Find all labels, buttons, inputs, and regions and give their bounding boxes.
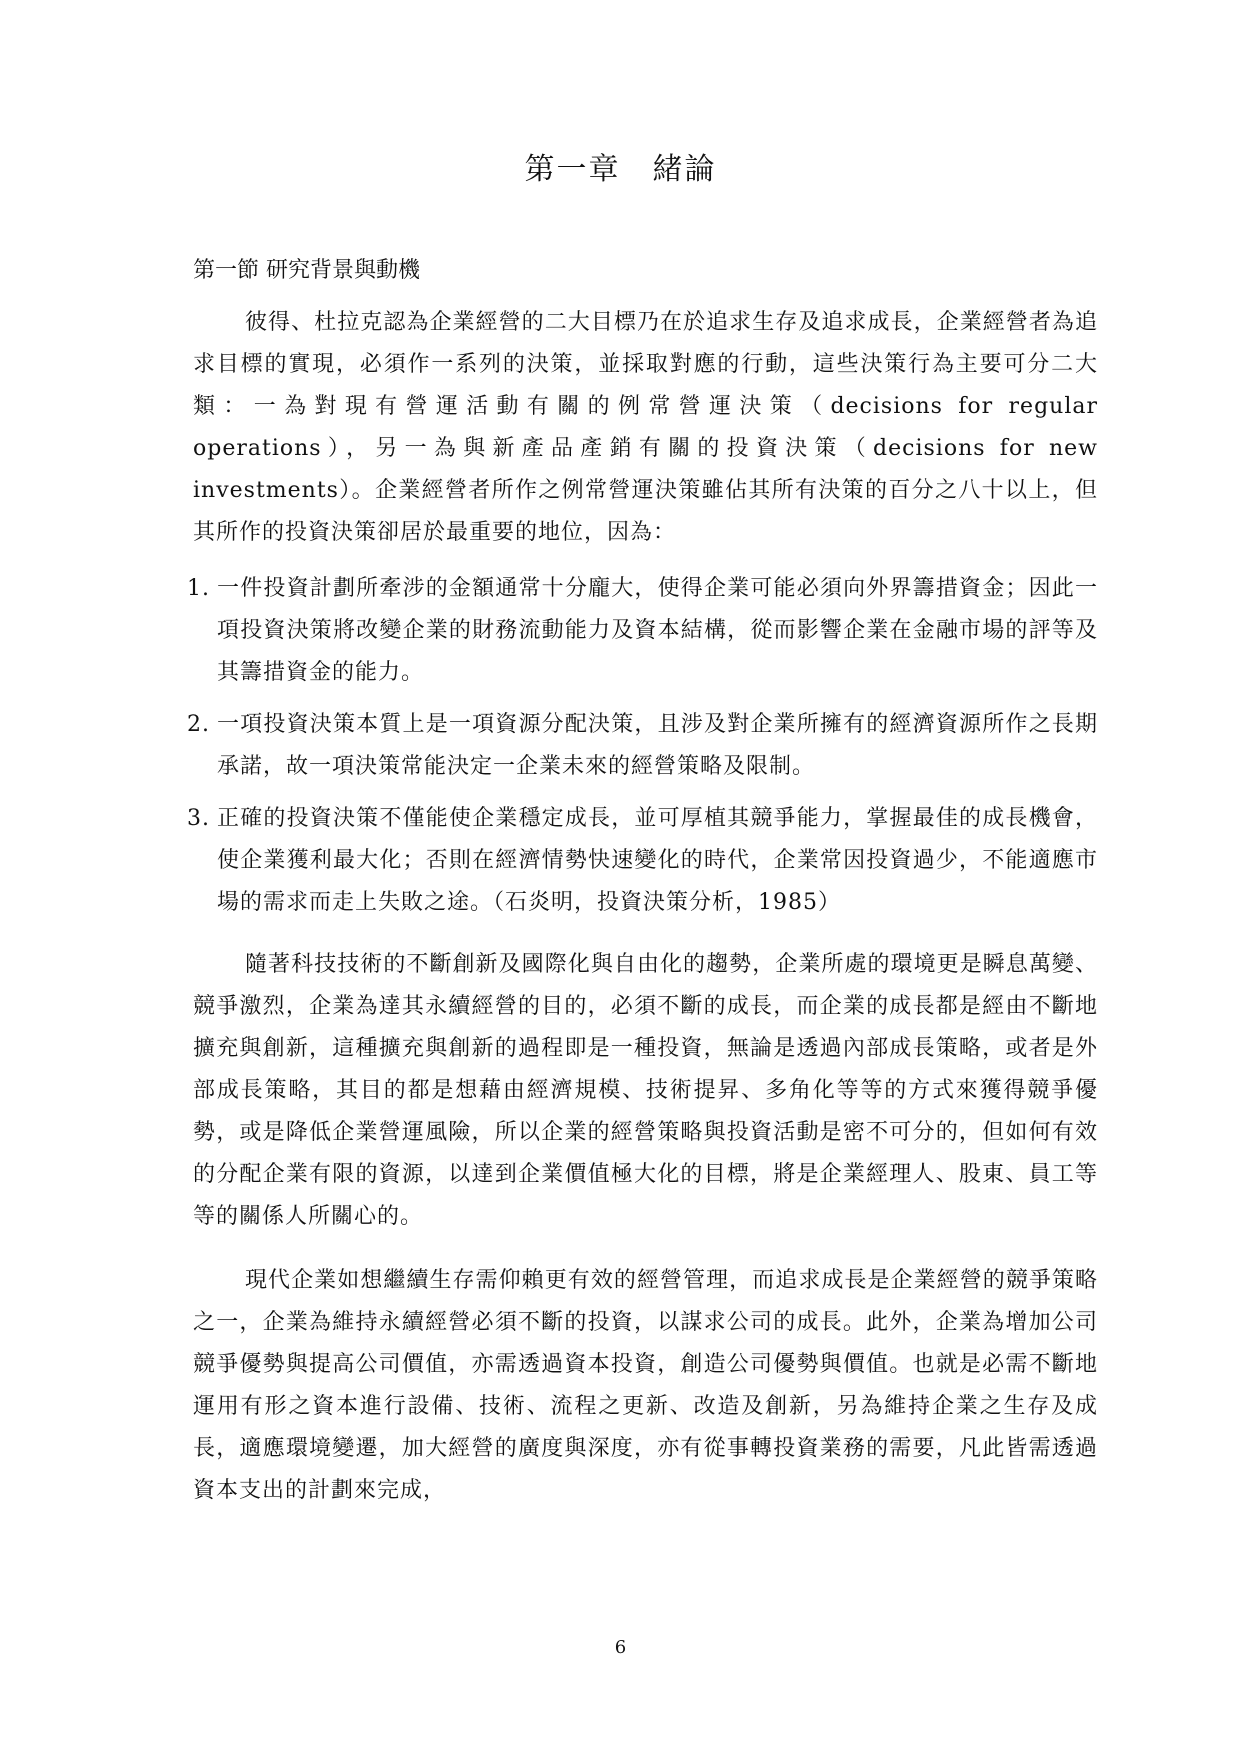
list-item-2: [187, 704, 1098, 788]
list-item-number: 3.: [187, 806, 210, 831]
list-item-text: 正確的投資決策不僅能使企業穩定成長，並可厚植其競爭能力，掌握最佳的成長機會，使企業獲利最大化；否則在經濟情勢快速變化的時代，企業常因投資過少，不能適應市場的需求而走上失敗之途。（石炎明，投資決策分析，1985）: [217, 806, 1098, 915]
paragraph-2: 隨著科技技術的不斷創新及國際化與自由化的趨勢，企業所處的環境更是瞬息萬變、競爭激烈，企業為達其永續經營的目的，必須不斷的成長，而企業的成長都是經由不斷地擴充與創新，這種擴充與創新的過程即是一種投資，無論是透過內部成長策略，或者是外部成長策略，其目的都是想藉由經濟規模、技術提昇、多角化等等的方式來獲得競爭優勢，或是降低企業營運風險，所以企業的經營策略與投資活動是密不可分的，但如何有效的分配企業有限的資源，以達到企業價值極大化的目標，將是企業經理人、股東、員工等等的關係人所關心的。: [193, 952, 1098, 1229]
list-item-text: 一件投資計劃所牽涉的金額通常十分龐大，使得企業可能必須向外界籌措資金；因此一項投資決策將改變企業的財務流動能力及資本結構，從而影響企業在金融市場的評等及其籌措資金的能力。: [217, 576, 1098, 685]
page-body: [187, 250, 1098, 1512]
numbered-list: [187, 568, 1098, 924]
page-number: 6: [614, 1637, 627, 1658]
paragraph-3: 現代企業如想繼續生存需仰賴更有效的經營管理，而追求成長是企業經營的競爭策略之一，企業為維持永續經營必須不斷的投資，以謀求公司的成長。此外，企業為增加公司競爭優勢與提高公司價值，亦需透過資本投資，創造公司優勢與價值。也就是必需不斷地運用有形之資本進行設備、技術、流程之更新、改造及創新，另為維持企業之生存及成長，適應環境變遷，加大經營的廣度與深度，亦有從事轉投資業務的需要，凡此皆需透過資本支出的計劃來完成，: [193, 1268, 1098, 1503]
list-item-3: [187, 798, 1098, 924]
paragraph-1: 彼得、杜拉克認為企業經營的二大目標乃在於追求生存及追求成長，企業經營者為追求目標的實現，必須作一系列的決策，並採取對應的行動，這些決策行為主要可分二大類：一為對現有營運活動有關的例常營運決策（decisions for regular operations），另一為與新產品產銷有關的投資決策（decisions for new investments）。企業經營者所作之例常營運決策雖佔其所有決策的百分之八十以上，但其所作的投資決策卻居於最重要的地位，因為：: [193, 310, 1098, 545]
chapter-title: 第一章 緒論: [524, 152, 717, 187]
list-item-number: 2.: [187, 712, 210, 737]
list-item-number: 1.: [187, 576, 210, 601]
section-heading: 第一節 研究背景與動機: [193, 258, 420, 283]
list-item-text: 一項投資決策本質上是一項資源分配決策，且涉及對企業所擁有的經濟資源所作之長期承諾，故一項決策常能決定一企業未來的經營策略及限制。: [217, 712, 1098, 779]
list-item-1: [187, 568, 1098, 694]
